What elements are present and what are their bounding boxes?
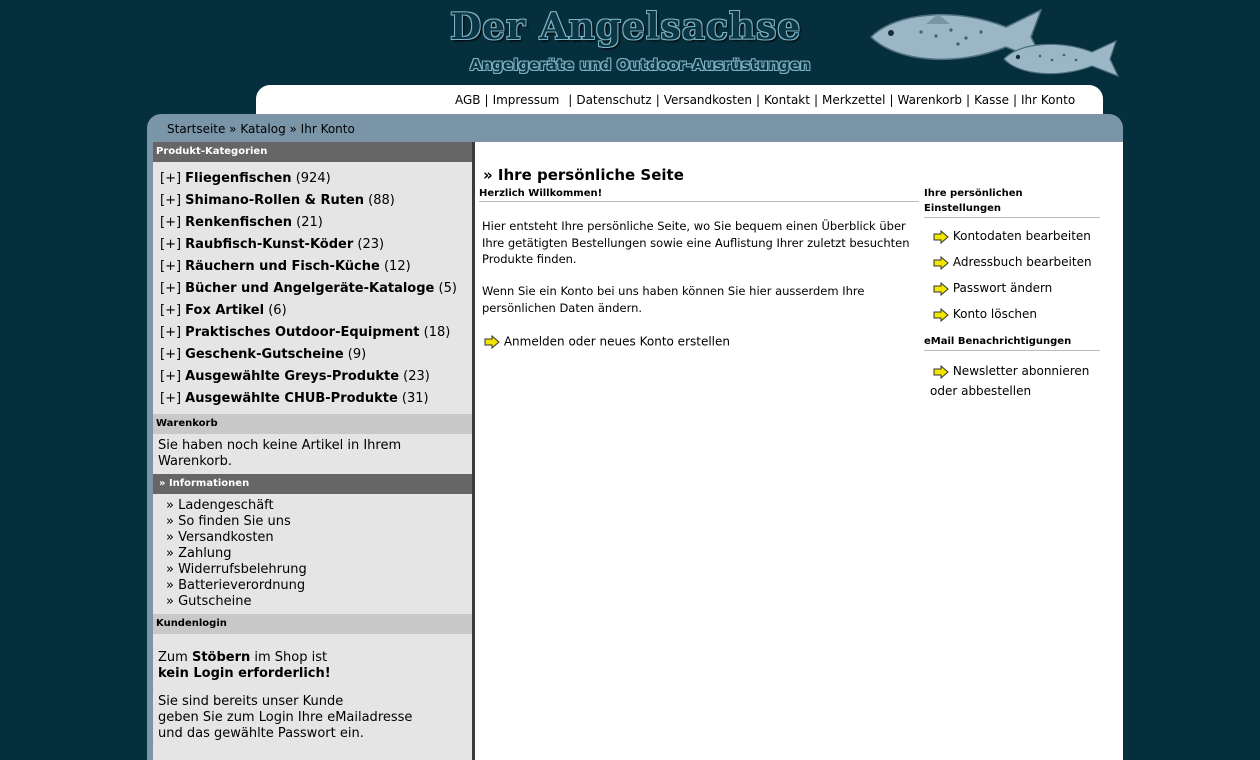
category-count: (924): [291, 171, 331, 186]
breadcrumb-bar: [147, 114, 1123, 142]
category-count: (21): [292, 215, 323, 230]
top-navigation: [256, 85, 1103, 115]
categories-heading: Produkt-Kategorien: [153, 142, 472, 162]
left-sidebar: [147, 142, 476, 760]
category-item[interactable]: [160, 212, 472, 234]
arrow-right-icon: [933, 308, 949, 322]
info-link[interactable]: » So finden Sie uns: [166, 514, 291, 529]
email-notifications-heading: eMail Benachrichtigungen: [924, 334, 1100, 351]
arrow-right-icon: [933, 282, 949, 296]
info-link[interactable]: » Widerrufsbelehrung: [166, 562, 307, 577]
category-item[interactable]: [160, 234, 472, 256]
category-count: (23): [353, 237, 385, 252]
category-count: (88): [364, 193, 395, 208]
category-count: (18): [419, 325, 451, 340]
top-nav-link-warenkorb[interactable]: Warenkorb: [897, 93, 963, 107]
settings-panel: [924, 186, 1100, 401]
arrow-right-icon: [933, 365, 949, 379]
page-title: » Ihre persönliche Seite: [483, 166, 684, 184]
login-text-3: geben Sie zum Login Ihre eMailadresse: [158, 710, 413, 725]
settings-link-label[interactable]: Passwort ändern: [952, 281, 1053, 295]
category-item[interactable]: [160, 168, 472, 190]
info-heading: » Informationen: [153, 474, 472, 494]
settings-link-label[interactable]: Kontodaten bearbeiten: [952, 229, 1091, 243]
expand-icon[interactable]: [+]: [160, 391, 186, 406]
category-name[interactable]: Renkenfischen: [185, 215, 293, 230]
category-name[interactable]: Praktisches Outdoor-Equipment: [185, 325, 420, 340]
info-link[interactable]: » Ladengeschäft: [166, 498, 274, 513]
info-link[interactable]: » Batterieverordnung: [166, 578, 306, 593]
top-nav-link-versandkosten[interactable]: Versandkosten: [663, 93, 752, 107]
top-nav-link-ihr-konto[interactable]: Ihr Konto: [1021, 93, 1076, 107]
category-name[interactable]: Ausgewählte Greys-Produkte: [185, 369, 400, 384]
nav-separator: |: [966, 93, 971, 107]
login-or-register-link[interactable]: [484, 334, 730, 349]
login-line2-bold: kein Login erforderlich!: [158, 666, 331, 681]
nav-separator: |: [755, 93, 761, 107]
expand-icon[interactable]: [+]: [160, 347, 186, 362]
category-name[interactable]: Bücher und Angelgeräte-Kataloge: [185, 281, 435, 296]
category-item[interactable]: [160, 256, 472, 278]
settings-links: [924, 228, 1100, 322]
login-line1-bold: Stöbern: [191, 650, 251, 665]
top-nav-link-agb[interactable]: AGB: [455, 93, 481, 107]
info-link[interactable]: » Zahlung: [166, 546, 232, 561]
category-count: (6): [264, 303, 287, 318]
category-count: (5): [434, 281, 457, 296]
cart-empty-text: Sie haben noch keine Artikel in Ihrem Warenkorb.: [158, 438, 402, 469]
category-name[interactable]: Fliegenfischen: [185, 171, 292, 186]
settings-link[interactable]: [933, 228, 1100, 244]
top-nav-link-kasse[interactable]: Kasse: [974, 93, 1009, 107]
settings-link[interactable]: [933, 254, 1100, 270]
login-text-2: Sie sind bereits unser Kunde: [158, 694, 344, 709]
breadcrumb[interactable]: Startseite » Katalog » Ihr Konto: [167, 122, 355, 136]
arrow-right-icon: [484, 335, 500, 349]
login-line1-post: im Shop ist: [250, 650, 328, 665]
arrow-right-icon: [933, 256, 949, 270]
category-item[interactable]: [160, 190, 472, 212]
category-name[interactable]: Fox Artikel: [185, 303, 265, 318]
expand-icon[interactable]: [+]: [160, 193, 186, 208]
login-link-label[interactable]: Anmelden oder neues Konto erstellen: [503, 334, 730, 349]
login-line1-pre: Zum: [158, 650, 192, 665]
customer-login-heading: Kundenlogin: [153, 614, 472, 634]
settings-link-label[interactable]: Konto löschen: [952, 307, 1038, 321]
category-name[interactable]: Raubfisch-Kunst-Köder: [185, 237, 354, 252]
expand-icon[interactable]: [+]: [160, 369, 186, 384]
category-name[interactable]: Räuchern und Fisch-Küche: [185, 259, 380, 274]
category-name[interactable]: Ausgewählte CHUB-Produkte: [185, 391, 398, 406]
category-item[interactable]: [160, 300, 472, 322]
settings-link-label[interactable]: Adressbuch bearbeiten: [952, 255, 1092, 269]
category-item[interactable]: [160, 278, 472, 300]
category-count: (12): [379, 259, 411, 274]
logo-tagline: Angelgeräte und Outdoor-Ausrüstungen: [470, 56, 811, 74]
nav-separator: |: [889, 93, 894, 107]
intro-paragraph: Hier entsteht Ihre persönliche Seite, wo Sie bequem einen Überblick über Ihre getätigten Bestellungen sowie eine Auflistung Ihrer zuletzt besuchten Produkte finden.: [482, 219, 910, 266]
arrow-right-icon: [933, 230, 949, 244]
info-link[interactable]: » Versandkosten: [166, 530, 274, 545]
category-item[interactable]: [160, 366, 472, 388]
expand-icon[interactable]: [+]: [160, 281, 186, 296]
category-count: (31): [397, 391, 429, 406]
category-item[interactable]: [160, 388, 472, 410]
nav-separator: |: [813, 93, 818, 107]
cart-heading: Warenkorb: [153, 414, 472, 434]
category-item[interactable]: [160, 344, 472, 366]
account-paragraph: Wenn Sie ein Konto bei uns haben können Sie hier ausserdem Ihre persönlichen Daten ändern.: [482, 284, 865, 315]
main-content: [475, 142, 1123, 760]
top-nav-link-impressum[interactable]: Impressum: [492, 93, 560, 107]
welcome-heading: Herzlich Willkommen!: [479, 188, 919, 202]
info-link[interactable]: » Gutscheine: [166, 594, 252, 609]
site-logo[interactable]: [430, 0, 1130, 84]
top-nav-link-merkzettel[interactable]: Merkzettel: [822, 93, 886, 107]
top-nav-link-kontakt[interactable]: Kontakt: [764, 93, 810, 107]
login-text-4: und das gewählte Passwort ein.: [158, 726, 364, 741]
nav-separator: |: [1012, 93, 1018, 107]
expand-icon[interactable]: [+]: [160, 303, 186, 318]
settings-link[interactable]: [933, 280, 1100, 296]
category-list: [153, 162, 472, 414]
expand-icon[interactable]: [+]: [160, 259, 186, 274]
settings-heading: Ihre persönlichen Einstellungen: [924, 186, 1100, 218]
expand-icon[interactable]: [+]: [160, 171, 186, 186]
info-list: [153, 494, 472, 614]
category-count: (23): [399, 369, 430, 384]
newsletter-label[interactable]: Newsletter abonnieren oder abbestellen: [930, 364, 1090, 398]
newsletter-link[interactable]: [930, 361, 1100, 401]
category-name[interactable]: Shimano-Rollen & Ruten: [185, 193, 365, 208]
nav-separator: |: [568, 93, 573, 107]
category-name[interactable]: Geschenk-Gutscheine: [185, 347, 344, 362]
logo-brand: Der Angelsachse: [450, 6, 802, 48]
expand-icon[interactable]: [+]: [160, 325, 186, 340]
category-item[interactable]: [160, 322, 472, 344]
expand-icon[interactable]: [+]: [160, 215, 186, 230]
trout-small-illustration: [1000, 36, 1120, 82]
top-nav-links: [455, 93, 1075, 107]
category-count: (9): [343, 347, 367, 362]
customer-login-text: [153, 634, 472, 742]
settings-link[interactable]: [933, 306, 1100, 322]
nav-separator: |: [484, 93, 489, 107]
nav-separator: |: [655, 93, 660, 107]
expand-icon[interactable]: [+]: [160, 237, 186, 252]
top-nav-link-datenschutz[interactable]: Datenschutz: [576, 93, 652, 107]
